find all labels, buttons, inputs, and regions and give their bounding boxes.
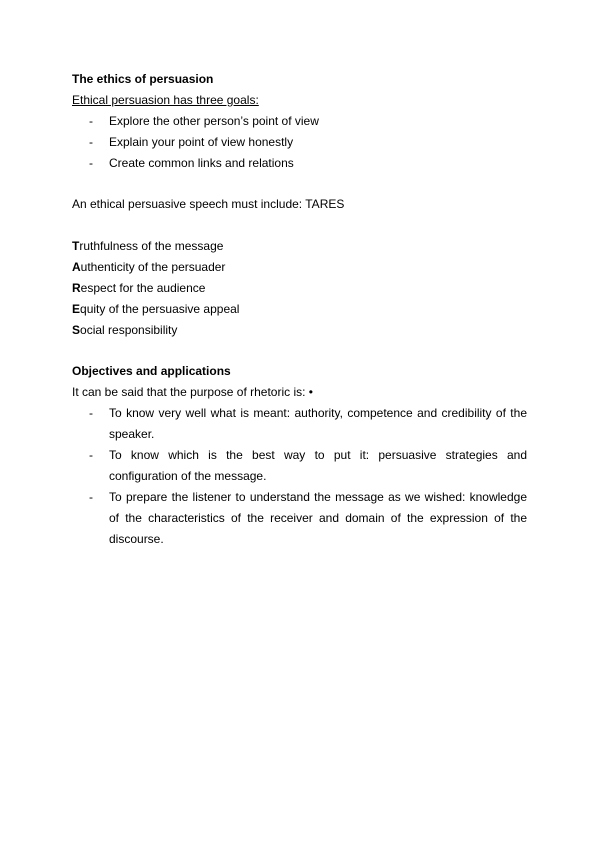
tares-text: ocial responsibility: [80, 323, 178, 337]
tares-item: [72, 278, 528, 299]
tares-item: [72, 299, 528, 320]
objective-item: [72, 487, 527, 550]
tares-text: espect for the audience: [80, 281, 206, 295]
goal-item: [72, 153, 528, 174]
tares-letter: S: [72, 323, 81, 337]
goal-item: [72, 111, 528, 132]
goal-text: Create common links and relations: [109, 156, 294, 170]
tares-item: [72, 236, 528, 257]
tares-letter: R: [72, 281, 81, 295]
goal-item: [72, 132, 528, 153]
goals-list: [72, 111, 528, 174]
ethics-section: [72, 69, 528, 174]
dash-marker: -: [89, 448, 93, 462]
objective-text: To prepare the listener to understand the message as we wished: knowledge of the characteristics of the receiver and domain of the expression of the discourse.: [109, 490, 527, 546]
dash-marker: -: [89, 490, 93, 504]
dash-marker: -: [89, 135, 93, 149]
objectives-intro: It can be said that the purpose of rhetoric is: •: [72, 385, 314, 399]
objectives-list: [72, 403, 527, 550]
tares-item: [72, 320, 528, 341]
objective-text: To know very well what is meant: authority, competence and credibility of the speaker.: [109, 406, 527, 441]
dash-marker: -: [89, 156, 93, 170]
objectives-heading: Objectives and applications: [72, 364, 231, 378]
dash-marker: -: [89, 406, 93, 420]
goal-text: Explore the other person’s point of view: [109, 114, 319, 128]
tares-item: [72, 257, 528, 278]
goals-subheading: Ethical persuasion has three goals:: [72, 93, 259, 107]
tares-letter: E: [72, 302, 81, 316]
tares-text: quity of the persuasive appeal: [80, 302, 240, 316]
objective-item: [72, 445, 527, 487]
tares-letter: T: [72, 239, 80, 253]
dash-marker: -: [89, 114, 93, 128]
ethics-heading: The ethics of persuasion: [72, 72, 214, 86]
tares-text: uthenticity of the persuader: [80, 260, 226, 274]
objective-item: [72, 403, 527, 445]
objectives-section: [72, 361, 527, 550]
tares-text: ruthfulness of the message: [79, 239, 224, 253]
objective-text: To know which is the best way to put it: persuasive strategies and configuration of the message.: [109, 448, 527, 483]
tares-letter: A: [72, 260, 81, 274]
goal-text: Explain your point of view honestly: [109, 135, 294, 149]
tares-intro: An ethical persuasive speech must include: TARES: [72, 197, 345, 211]
tares-list: [72, 236, 528, 341]
tares-intro-block: [72, 194, 528, 215]
